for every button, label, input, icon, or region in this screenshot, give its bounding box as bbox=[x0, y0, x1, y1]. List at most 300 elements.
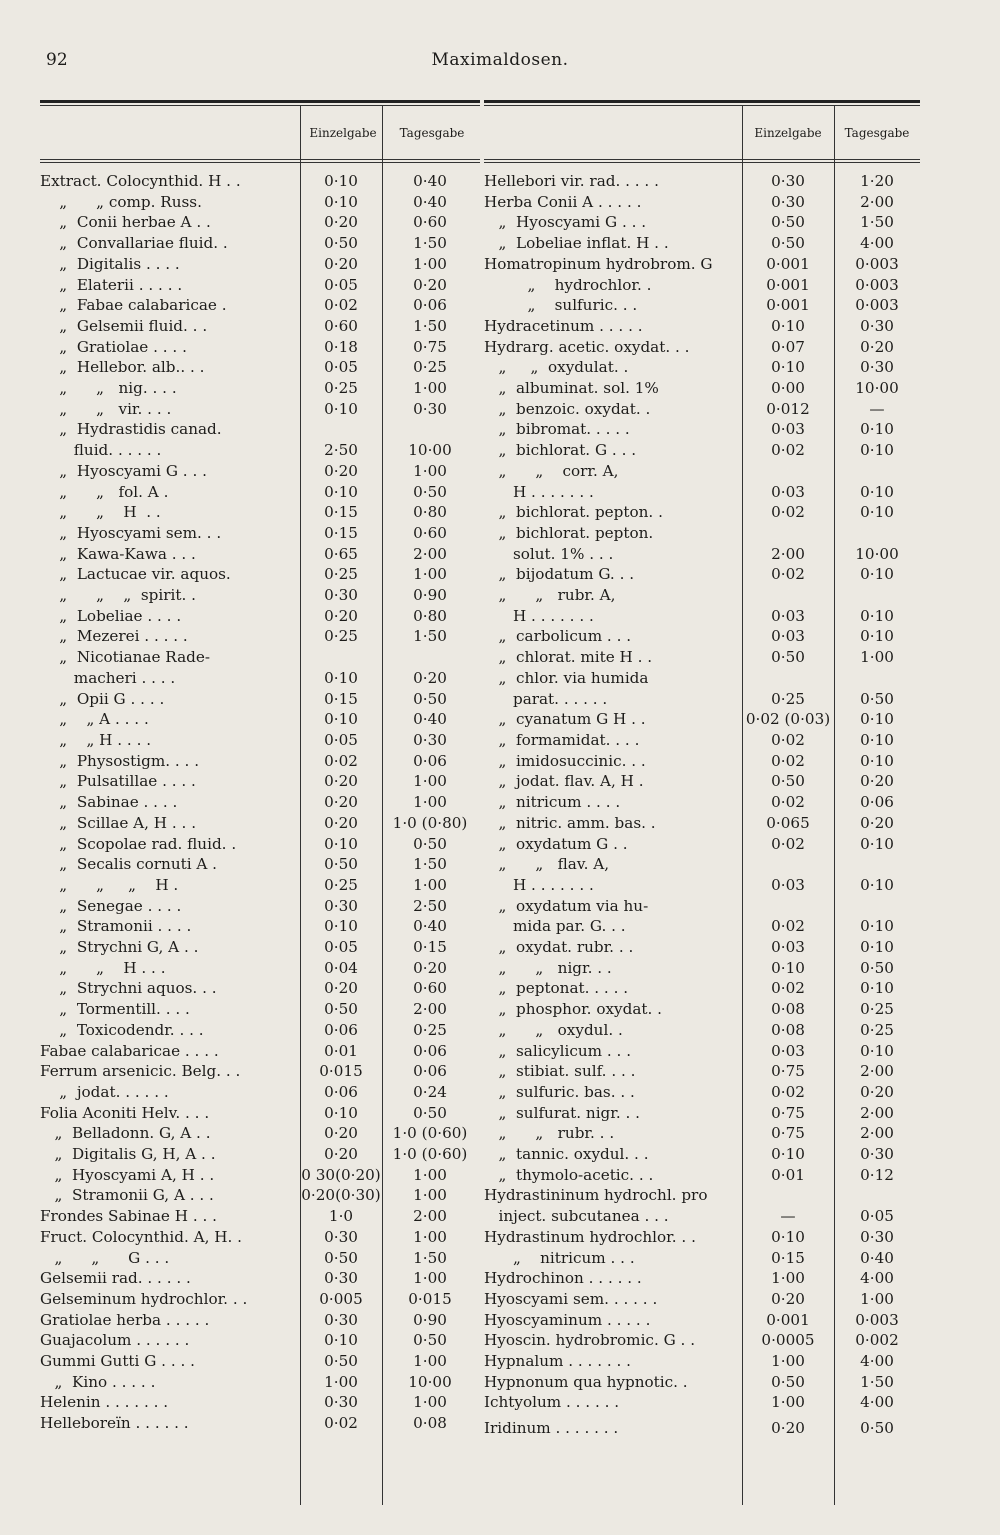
single-dose: 0·50 bbox=[324, 855, 358, 874]
substance-name: „ Digitalis G, H, A . . bbox=[40, 1145, 216, 1164]
substance-name: „ sulfuric. . . bbox=[484, 296, 638, 315]
substance-name: „ Hyoscyami A, H . . bbox=[40, 1165, 215, 1184]
daily-dose: 0·10 bbox=[860, 606, 894, 625]
daily-dose bbox=[834, 668, 920, 689]
single-dose: 0·30 bbox=[324, 1393, 358, 1412]
single-dose: 0·25 bbox=[324, 875, 358, 894]
single-dose: 0·02 bbox=[771, 979, 805, 998]
substance-name: Hypnonum qua hypnotic. . bbox=[484, 1372, 688, 1391]
table-row bbox=[40, 1103, 480, 1124]
single-dose: 0·05 bbox=[324, 358, 358, 377]
dosage-table-right bbox=[484, 100, 920, 1443]
table-row bbox=[484, 378, 920, 399]
daily-dose: 0·12 bbox=[860, 1165, 894, 1184]
substance-name: Hyoscin. hydrobromic. G . . bbox=[484, 1331, 696, 1350]
substance-name: „ „ vir. . . . bbox=[40, 399, 172, 418]
table-row bbox=[40, 564, 480, 585]
substance-name: „ Nicotianae Rade- bbox=[40, 648, 210, 667]
table-row bbox=[40, 916, 480, 937]
daily-dose: 0·40 bbox=[413, 710, 447, 729]
substance-name: „ Stramonii . . . . bbox=[40, 917, 192, 936]
single-dose: 0·012 bbox=[766, 399, 810, 418]
single-dose: 0·06 bbox=[324, 1020, 358, 1039]
single-dose: 0·05 bbox=[324, 275, 358, 294]
substance-name: „ Hyoscyami sem. . . bbox=[40, 523, 222, 542]
daily-dose: 0·75 bbox=[413, 337, 447, 356]
daily-dose bbox=[834, 585, 920, 606]
single-dose: 0·25 bbox=[324, 565, 358, 584]
substance-name: „ Gratiolae . . . . bbox=[40, 337, 187, 356]
table-row bbox=[484, 1061, 920, 1082]
table-row bbox=[484, 1144, 920, 1165]
table-row bbox=[40, 709, 480, 730]
table-row bbox=[484, 709, 920, 730]
single-dose: 0·30 bbox=[324, 1310, 358, 1329]
single-dose: 0 30(0·20) bbox=[301, 1165, 381, 1184]
table-row bbox=[484, 792, 920, 813]
single-dose: 0·75 bbox=[771, 1103, 805, 1122]
table-row bbox=[484, 399, 920, 420]
substance-name: „ Elaterii . . . . . bbox=[40, 275, 183, 294]
table-row bbox=[40, 275, 480, 296]
table-row bbox=[484, 544, 920, 565]
substance-name: „ „ oxydul. . bbox=[484, 1020, 623, 1039]
substance-name: „ Hydrastidis canad. bbox=[40, 420, 222, 439]
substance-name: Extract. Colocynthid. H . . bbox=[40, 172, 241, 190]
daily-dose: 0·50 bbox=[413, 1331, 447, 1350]
daily-dose: 2·50 bbox=[413, 896, 447, 915]
table-row bbox=[484, 192, 920, 213]
substance-name: „ bichlorat. G . . . bbox=[484, 441, 637, 460]
single-dose: 0·15 bbox=[324, 523, 358, 542]
substance-name: „ Secalis cornuti A . bbox=[40, 855, 218, 874]
substance-name: Helleboreïn . . . . . . bbox=[40, 1414, 189, 1433]
daily-dose: 0·20 bbox=[860, 1082, 894, 1101]
dosage-table-left bbox=[40, 100, 480, 1434]
daily-dose: 1·50 bbox=[413, 316, 447, 335]
single-dose: 0·03 bbox=[771, 875, 805, 894]
table-row bbox=[40, 813, 480, 834]
single-dose: 0·20 bbox=[324, 254, 358, 273]
substance-name: „ jodat. . . . . . bbox=[40, 1082, 169, 1101]
table-row bbox=[40, 647, 480, 668]
daily-dose: 0·15 bbox=[413, 938, 447, 957]
substance-name: Homatropinum hydrobrom. G bbox=[484, 254, 713, 273]
column-divider bbox=[300, 105, 301, 1505]
daily-dose: 0·30 bbox=[860, 1145, 894, 1164]
single-dose: 0·08 bbox=[771, 1000, 805, 1019]
table-row bbox=[484, 834, 920, 855]
table-row bbox=[40, 1041, 480, 1062]
substance-name: „ chlorat. mite H . . bbox=[484, 648, 653, 667]
daily-dose: 0·015 bbox=[408, 1289, 452, 1308]
single-dose: 1·00 bbox=[324, 1372, 358, 1391]
substance-name: „ „ nigr. . . bbox=[484, 958, 612, 977]
single-dose bbox=[742, 896, 834, 917]
daily-dose: 0·50 bbox=[413, 482, 447, 501]
daily-dose: 0·10 bbox=[860, 627, 894, 646]
substance-name: Frondes Sabinae H . . . bbox=[40, 1207, 217, 1226]
table-row bbox=[484, 585, 920, 606]
daily-dose: 0·30 bbox=[860, 1227, 894, 1246]
substance-name: „ Strychni aquos. . . bbox=[40, 979, 217, 998]
substance-name: „ Strychni G, A . . bbox=[40, 938, 199, 957]
table-row bbox=[484, 1413, 920, 1443]
substance-name: „ Digitalis . . . . bbox=[40, 254, 180, 273]
daily-dose: 0·30 bbox=[860, 316, 894, 335]
daily-dose: 2·00 bbox=[413, 1000, 447, 1019]
substance-name: „ tannic. oxydul. . . bbox=[484, 1145, 649, 1164]
table-row bbox=[40, 1227, 480, 1248]
substance-name: Gummi Gutti G . . . . bbox=[40, 1352, 195, 1371]
table-row bbox=[484, 233, 920, 254]
daily-dose: 10·00 bbox=[855, 544, 899, 563]
table-row bbox=[40, 1185, 480, 1206]
daily-dose: 0·25 bbox=[413, 1020, 447, 1039]
single-dose: 0·03 bbox=[771, 606, 805, 625]
table-row bbox=[40, 295, 480, 316]
daily-dose: 0·30 bbox=[413, 730, 447, 749]
daily-dose: 0·10 bbox=[860, 710, 894, 729]
single-dose: 0·20 bbox=[324, 772, 358, 791]
substance-name: „ Sabinae . . . . bbox=[40, 793, 178, 812]
table-row bbox=[484, 502, 920, 523]
substance-name: Folia Aconiti Helv. . . . bbox=[40, 1103, 210, 1122]
substance-name: Helenin . . . . . . . bbox=[40, 1393, 169, 1412]
daily-dose: 0·003 bbox=[855, 296, 899, 315]
daily-dose: 0·10 bbox=[860, 751, 894, 770]
single-dose: 0·10 bbox=[324, 172, 358, 190]
table-row bbox=[40, 1392, 480, 1413]
daily-dose: 2·00 bbox=[860, 192, 894, 211]
daily-dose: 0·25 bbox=[860, 1020, 894, 1039]
single-dose: 0·20 bbox=[324, 979, 358, 998]
column-divider bbox=[834, 105, 835, 1505]
daily-dose: 0·10 bbox=[860, 730, 894, 749]
table-row bbox=[484, 316, 920, 337]
daily-dose: 4·00 bbox=[860, 234, 894, 253]
single-dose bbox=[742, 668, 834, 689]
single-dose: 0·20 bbox=[771, 1289, 805, 1308]
table-row bbox=[484, 1248, 920, 1269]
daily-dose: 0·50 bbox=[413, 689, 447, 708]
daily-dose: 0·24 bbox=[413, 1082, 447, 1101]
table-row bbox=[40, 357, 480, 378]
table-row bbox=[40, 378, 480, 399]
table-row bbox=[484, 896, 920, 917]
single-dose: 0·02 bbox=[771, 730, 805, 749]
single-dose: 0·10 bbox=[324, 482, 358, 501]
substance-name: „ Physostigm. . . . bbox=[40, 751, 200, 770]
daily-dose: 0·20 bbox=[860, 772, 894, 791]
table-row bbox=[484, 958, 920, 979]
table-row bbox=[484, 813, 920, 834]
daily-dose: 0·06 bbox=[413, 1041, 447, 1060]
table-row bbox=[40, 751, 480, 772]
substance-name: „ Belladonn. G, A . . bbox=[40, 1124, 211, 1143]
daily-dose: 0·60 bbox=[413, 979, 447, 998]
daily-dose: 0·40 bbox=[413, 172, 447, 190]
substance-name: Hydracetinum . . . . . bbox=[484, 316, 643, 335]
daily-dose: 0·20 bbox=[413, 668, 447, 687]
daily-dose: 1·50 bbox=[860, 213, 894, 232]
substance-name: Ichtyolum . . . . . . bbox=[484, 1393, 620, 1412]
single-dose: 0·25 bbox=[324, 627, 358, 646]
substance-name: Hyoscyaminum . . . . . bbox=[484, 1310, 651, 1329]
daily-dose: 1·00 bbox=[413, 565, 447, 584]
single-dose: 0·10 bbox=[324, 1103, 358, 1122]
substance-name: „ Gelsemii fluid. . . bbox=[40, 316, 208, 335]
daily-dose: 0·003 bbox=[855, 275, 899, 294]
single-dose: 0·10 bbox=[324, 192, 358, 211]
daily-dose: 4·00 bbox=[860, 1352, 894, 1371]
single-dose: 0·06 bbox=[324, 1082, 358, 1101]
single-dose: 0·015 bbox=[319, 1062, 363, 1081]
daily-dose: 0·25 bbox=[860, 1000, 894, 1019]
daily-dose: 0·003 bbox=[855, 254, 899, 273]
daily-dose: 2·00 bbox=[413, 1207, 447, 1226]
single-dose: 0·02 bbox=[771, 1082, 805, 1101]
substance-name: Guajacolum . . . . . . bbox=[40, 1331, 190, 1350]
single-dose: 0·50 bbox=[771, 1372, 805, 1391]
daily-dose: 1·00 bbox=[413, 875, 447, 894]
substance-name: „ „ corr. A, bbox=[484, 461, 619, 480]
substance-name: „ Scopolae rad. fluid. . bbox=[40, 834, 237, 853]
table-row bbox=[40, 792, 480, 813]
single-dose: 0·065 bbox=[766, 813, 810, 832]
single-dose: 0·30 bbox=[324, 1269, 358, 1288]
substance-name: Ferrum arsenicic. Belg. . . bbox=[40, 1062, 241, 1081]
daily-dose: 1·20 bbox=[860, 172, 894, 190]
table-row bbox=[484, 564, 920, 585]
substance-name: „ sulfuric. bas. . . bbox=[484, 1082, 635, 1101]
daily-dose: 1·00 bbox=[413, 1186, 447, 1205]
table-row bbox=[484, 751, 920, 772]
substance-name: inject. subcutanea . . . bbox=[484, 1207, 669, 1226]
substance-name: „ Fabae calabaricae . bbox=[40, 296, 227, 315]
substance-name: „ thymolo-acetic. . . bbox=[484, 1165, 654, 1184]
table-row bbox=[484, 295, 920, 316]
daily-dose: 1·00 bbox=[413, 461, 447, 480]
daily-dose: 0·05 bbox=[860, 1207, 894, 1226]
table-row bbox=[40, 978, 480, 999]
top-rule bbox=[40, 100, 480, 103]
single-dose: 0·30 bbox=[324, 1227, 358, 1246]
substance-name: „ Mezerei . . . . . bbox=[40, 627, 188, 646]
table-row bbox=[484, 689, 920, 710]
daily-dose: 0·10 bbox=[860, 834, 894, 853]
substance-name: solut. 1% . . . bbox=[484, 544, 614, 563]
daily-dose: 0·30 bbox=[860, 358, 894, 377]
substance-name: „ Senegae . . . . bbox=[40, 896, 182, 915]
running-head: Maximaldosen. bbox=[431, 50, 569, 70]
substance-name: Hyoscyami sem. . . . . . bbox=[484, 1289, 658, 1308]
header-daily-dose: Tagesgabe bbox=[844, 125, 910, 140]
single-dose: 2·50 bbox=[324, 441, 358, 460]
single-dose bbox=[742, 461, 834, 482]
daily-dose: 0·003 bbox=[855, 1310, 899, 1329]
page-number: 92 bbox=[46, 50, 68, 70]
substance-name: „ „ „ spirit. . bbox=[40, 586, 196, 605]
table-row bbox=[40, 192, 480, 213]
table-body bbox=[40, 171, 480, 1434]
substance-name: macheri . . . . bbox=[40, 668, 176, 687]
daily-dose: 0·90 bbox=[413, 586, 447, 605]
daily-dose: 2·00 bbox=[860, 1124, 894, 1143]
daily-dose: 0·20 bbox=[413, 958, 447, 977]
single-dose: 0·0005 bbox=[761, 1331, 815, 1350]
table-row bbox=[40, 419, 480, 440]
substance-name: „ „ flav. A, bbox=[484, 855, 610, 874]
single-dose: 0·005 bbox=[319, 1289, 363, 1308]
table-row bbox=[484, 212, 920, 233]
substance-name: „ bichlorat. pepton. bbox=[484, 523, 654, 542]
table-row bbox=[40, 1268, 480, 1289]
single-dose: 0·02 bbox=[324, 296, 358, 315]
table-row bbox=[40, 482, 480, 503]
daily-dose: 0·30 bbox=[413, 399, 447, 418]
daily-dose: 1·50 bbox=[413, 234, 447, 253]
substance-name: „ Kino . . . . . bbox=[40, 1372, 156, 1391]
table-row bbox=[40, 585, 480, 606]
single-dose: 0·001 bbox=[766, 1310, 810, 1329]
table-row bbox=[484, 1372, 920, 1393]
table-row bbox=[40, 834, 480, 855]
daily-dose: 0·10 bbox=[860, 938, 894, 957]
table-row bbox=[40, 212, 480, 233]
single-dose: 0·02 bbox=[771, 834, 805, 853]
substance-name: Hydrochinon . . . . . . bbox=[484, 1269, 642, 1288]
daily-dose bbox=[834, 523, 920, 544]
single-dose: 0·03 bbox=[771, 938, 805, 957]
single-dose: 0·10 bbox=[324, 668, 358, 687]
daily-dose: 4·00 bbox=[860, 1393, 894, 1412]
substance-name: „ hydrochlor. . bbox=[484, 275, 652, 294]
substance-name: „ albuminat. sol. 1% bbox=[484, 379, 659, 398]
table-row bbox=[484, 668, 920, 689]
daily-dose: 2·00 bbox=[860, 1103, 894, 1122]
substance-name: H . . . . . . . bbox=[484, 875, 594, 894]
daily-dose: 0·50 bbox=[860, 958, 894, 977]
substance-name: „ stibiat. sulf. . . . bbox=[484, 1062, 636, 1081]
daily-dose: 0·40 bbox=[860, 1248, 894, 1267]
substance-name: „ imidosuccinic. . . bbox=[484, 751, 646, 770]
table-row bbox=[40, 875, 480, 896]
daily-dose: 0·06 bbox=[413, 751, 447, 770]
single-dose: 0·03 bbox=[771, 627, 805, 646]
substance-name: „ bijodatum G. . . bbox=[484, 565, 635, 584]
daily-dose: 0·40 bbox=[413, 192, 447, 211]
table-row bbox=[40, 1082, 480, 1103]
single-dose: 0·50 bbox=[324, 234, 358, 253]
table-row bbox=[484, 1185, 920, 1206]
table-row bbox=[484, 916, 920, 937]
substance-name: Fruct. Colocynthid. A, H. . bbox=[40, 1227, 242, 1246]
table-row bbox=[484, 1103, 920, 1124]
single-dose: 0·01 bbox=[324, 1041, 358, 1060]
substance-name: „ Hellebor. alb.. . . bbox=[40, 358, 205, 377]
daily-dose: 1·50 bbox=[860, 1372, 894, 1391]
daily-dose: 0·06 bbox=[860, 793, 894, 812]
table-row bbox=[40, 958, 480, 979]
header-single-dose: Einzelgabe bbox=[309, 125, 377, 140]
single-dose: — bbox=[780, 1207, 796, 1226]
single-dose: 0·03 bbox=[771, 420, 805, 439]
table-row bbox=[40, 1165, 480, 1186]
daily-dose: 0·50 bbox=[413, 1103, 447, 1122]
single-dose: 0·20 bbox=[324, 461, 358, 480]
single-dose: 0·30 bbox=[324, 896, 358, 915]
table-header bbox=[40, 106, 480, 159]
substance-name: „ Kawa-Kawa . . . bbox=[40, 544, 196, 563]
daily-dose: 0·10 bbox=[860, 420, 894, 439]
table-header bbox=[484, 106, 920, 159]
substance-name: „ Lobeliae inflat. H . . bbox=[484, 234, 669, 253]
table-row bbox=[40, 1020, 480, 1041]
single-dose: 0·50 bbox=[771, 772, 805, 791]
single-dose: 0·20 bbox=[324, 1145, 358, 1164]
daily-dose: 1·0 (0·60) bbox=[392, 1145, 468, 1164]
single-dose: 0·02 bbox=[771, 751, 805, 770]
daily-dose: 1·00 bbox=[413, 254, 447, 273]
table-row bbox=[40, 999, 480, 1020]
single-dose bbox=[300, 419, 382, 440]
single-dose: 0·30 bbox=[771, 172, 805, 190]
substance-name: „ „ nig. . . . bbox=[40, 379, 177, 398]
table-row bbox=[484, 1082, 920, 1103]
substance-name: Gelsemii rad. . . . . . bbox=[40, 1269, 191, 1288]
substance-name: „ „ G . . . bbox=[40, 1248, 170, 1267]
daily-dose: 1·00 bbox=[860, 648, 894, 667]
substance-name: „ formamidat. . . . bbox=[484, 730, 640, 749]
header-rule bbox=[484, 159, 920, 160]
substance-name: „ „ comp. Russ. bbox=[40, 192, 202, 211]
table-row bbox=[40, 233, 480, 254]
table-row bbox=[40, 316, 480, 337]
table-row bbox=[40, 461, 480, 482]
table-row bbox=[484, 1227, 920, 1248]
table-row bbox=[40, 1413, 480, 1434]
daily-dose: 1·00 bbox=[413, 1227, 447, 1246]
single-dose: 0·50 bbox=[771, 213, 805, 232]
daily-dose: 0·90 bbox=[413, 1310, 447, 1329]
daily-dose: 0·60 bbox=[413, 213, 447, 232]
single-dose: 0·10 bbox=[324, 1331, 358, 1350]
table-row bbox=[484, 606, 920, 627]
daily-dose: 4·00 bbox=[860, 1269, 894, 1288]
single-dose: 0·08 bbox=[771, 1020, 805, 1039]
table-row bbox=[40, 730, 480, 751]
single-dose bbox=[742, 585, 834, 606]
single-dose: 0·10 bbox=[771, 958, 805, 977]
substance-name: „ oxydatum via hu- bbox=[484, 896, 649, 915]
daily-dose: 0·50 bbox=[860, 689, 894, 708]
substance-name: „ „ rubr. A, bbox=[484, 586, 616, 605]
single-dose: 0·02 bbox=[771, 793, 805, 812]
single-dose: 0·20 bbox=[324, 793, 358, 812]
substance-name: „ „ H . . . bbox=[40, 958, 166, 977]
table-row bbox=[484, 254, 920, 275]
daily-dose: 2·00 bbox=[413, 544, 447, 563]
single-dose: 0·001 bbox=[766, 254, 810, 273]
substance-name: „ Conii herbae A . . bbox=[40, 213, 211, 232]
daily-dose: 2·00 bbox=[860, 1062, 894, 1081]
header-daily-dose: Tagesgabe bbox=[399, 125, 465, 140]
single-dose: 0·20 bbox=[324, 813, 358, 832]
column-divider bbox=[382, 105, 383, 1505]
substance-name: „ Opii G . . . . bbox=[40, 689, 165, 708]
table-row bbox=[484, 482, 920, 503]
